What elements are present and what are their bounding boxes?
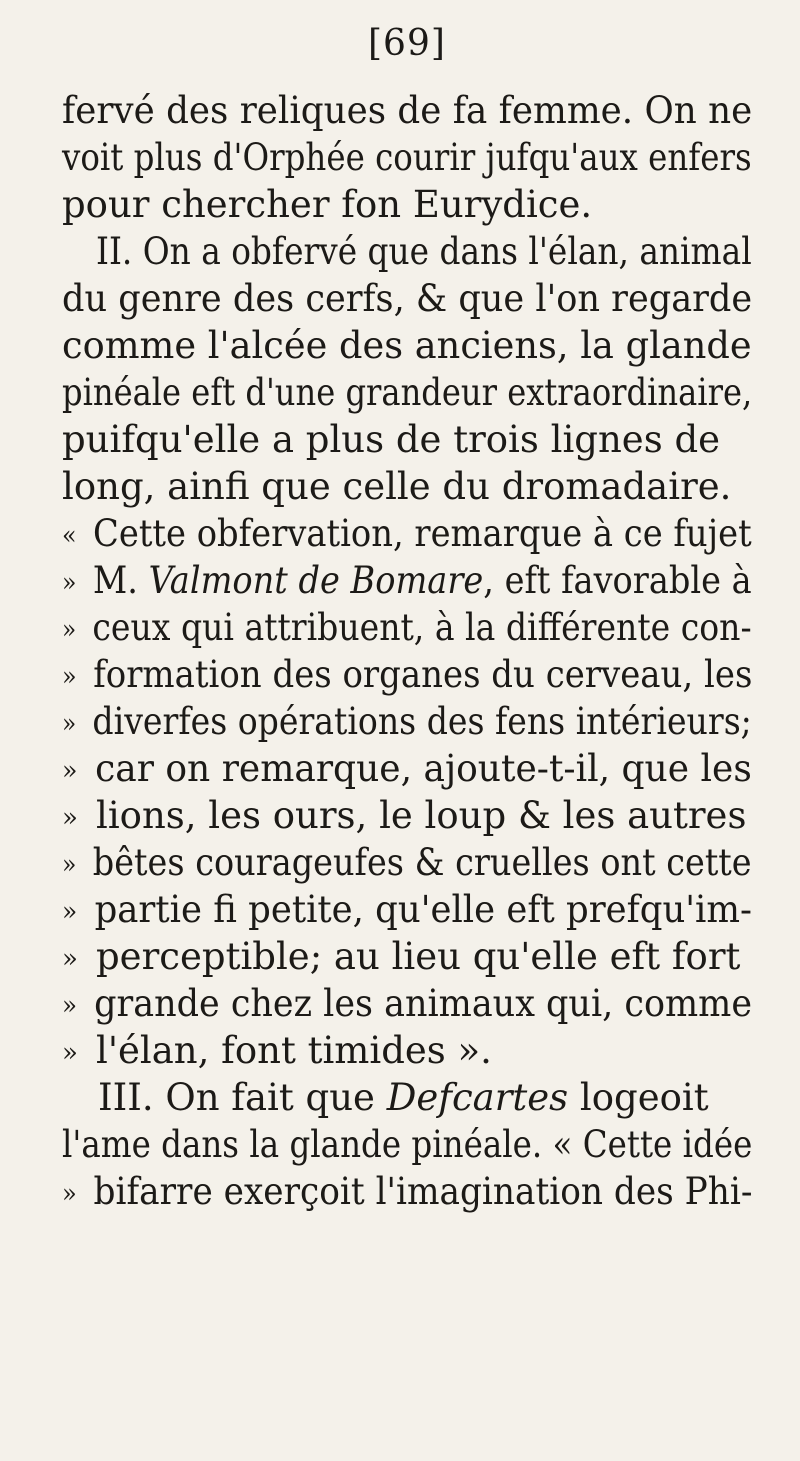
text-line (62, 934, 752, 982)
line-text: l'ame dans la glande pinéale. « Cette idée (62, 1123, 753, 1166)
line-text: diverfes opérations des fens intérieurs; (92, 700, 752, 743)
text-line (62, 1122, 753, 1168)
text-line (62, 464, 752, 510)
text-line (62, 840, 752, 888)
author-name: Defcartes (386, 1076, 569, 1119)
line-text: , eft favorable à (483, 559, 752, 602)
text-line (62, 511, 752, 559)
text-line (62, 1169, 753, 1217)
text-line (62, 323, 752, 369)
text-line (62, 370, 753, 416)
quote-mark: » (62, 1038, 78, 1068)
quote-mark: » (62, 991, 78, 1021)
quote-mark: » (62, 568, 77, 598)
text-line (98, 1075, 752, 1121)
line-text: grande chez les animaux qui, comme (94, 982, 753, 1025)
line-text: partie fi petite, qu'elle eft prefqu'im- (94, 888, 753, 931)
page-number: [69] (368, 23, 446, 64)
text-line (62, 605, 752, 653)
line-text: l'élan, font timides ». (96, 1029, 492, 1072)
line-text: formation des organes du cerveau, les (93, 653, 753, 696)
line-text: car on remarque, ajoute-t-il, que les (95, 747, 752, 790)
line-text: du genre des cerfs, & que l'on regarde (62, 277, 753, 320)
text-line (62, 1028, 752, 1076)
quote-mark: » (62, 944, 78, 974)
line-text: long, ainfi que celle du dromadaire. (62, 465, 732, 508)
quote-mark: » (62, 850, 77, 880)
line-text-prefix: III. On fait que (98, 1076, 387, 1119)
text-line (62, 182, 752, 228)
line-text: fervé des reliques de fa femme. On ne (62, 89, 753, 132)
line-text: comme l'alcée des anciens, la glande (62, 324, 752, 367)
text-line (62, 699, 752, 747)
quote-mark: » (62, 756, 78, 786)
line-text: pour chercher fon Eurydice. (62, 183, 593, 226)
text-line (62, 652, 753, 700)
line-text: ceux qui attribuent, à la différente con- (92, 606, 752, 649)
text-line (62, 558, 752, 606)
line-text: lions, les ours, le loup & les autres (96, 794, 747, 837)
text-line (62, 746, 752, 794)
quote-mark: » (62, 662, 77, 692)
line-text-prefix: M. (92, 559, 149, 602)
quote-mark: » (62, 615, 77, 645)
quote-mark: » (62, 803, 78, 833)
text-line (62, 276, 753, 322)
text-line (62, 793, 752, 841)
quote-mark: « (62, 521, 77, 551)
line-text: bêtes courageufes & cruelles ont cette (92, 841, 752, 884)
author-name: Valmont de Bomare (148, 559, 484, 602)
text-line (96, 229, 752, 275)
quote-mark: » (62, 897, 78, 927)
text-line (62, 135, 752, 181)
quote-mark: » (62, 1179, 77, 1209)
line-text: bifarre exerçoit l'imagination des Phi- (93, 1170, 753, 1213)
text-line (62, 887, 753, 935)
line-text: logeoit (568, 1076, 709, 1119)
line-text: voit plus d'Orphée courir jufqu'aux enfers (62, 136, 752, 179)
text-line (62, 88, 753, 134)
line-text: pinéale eft d'une grandeur extraordinaire, (62, 371, 753, 414)
quote-mark: » (62, 709, 77, 739)
text-line (62, 981, 753, 1029)
line-text: puifqu'elle a plus de trois lignes de (62, 418, 721, 461)
line-text: Cette obfervation, remarque à ce fujet (93, 512, 752, 555)
line-text: perceptible; au lieu qu'elle eft fort (96, 935, 741, 978)
text-line (62, 417, 752, 463)
line-text: II. On a obfervé que dans l'élan, animal (96, 230, 752, 273)
